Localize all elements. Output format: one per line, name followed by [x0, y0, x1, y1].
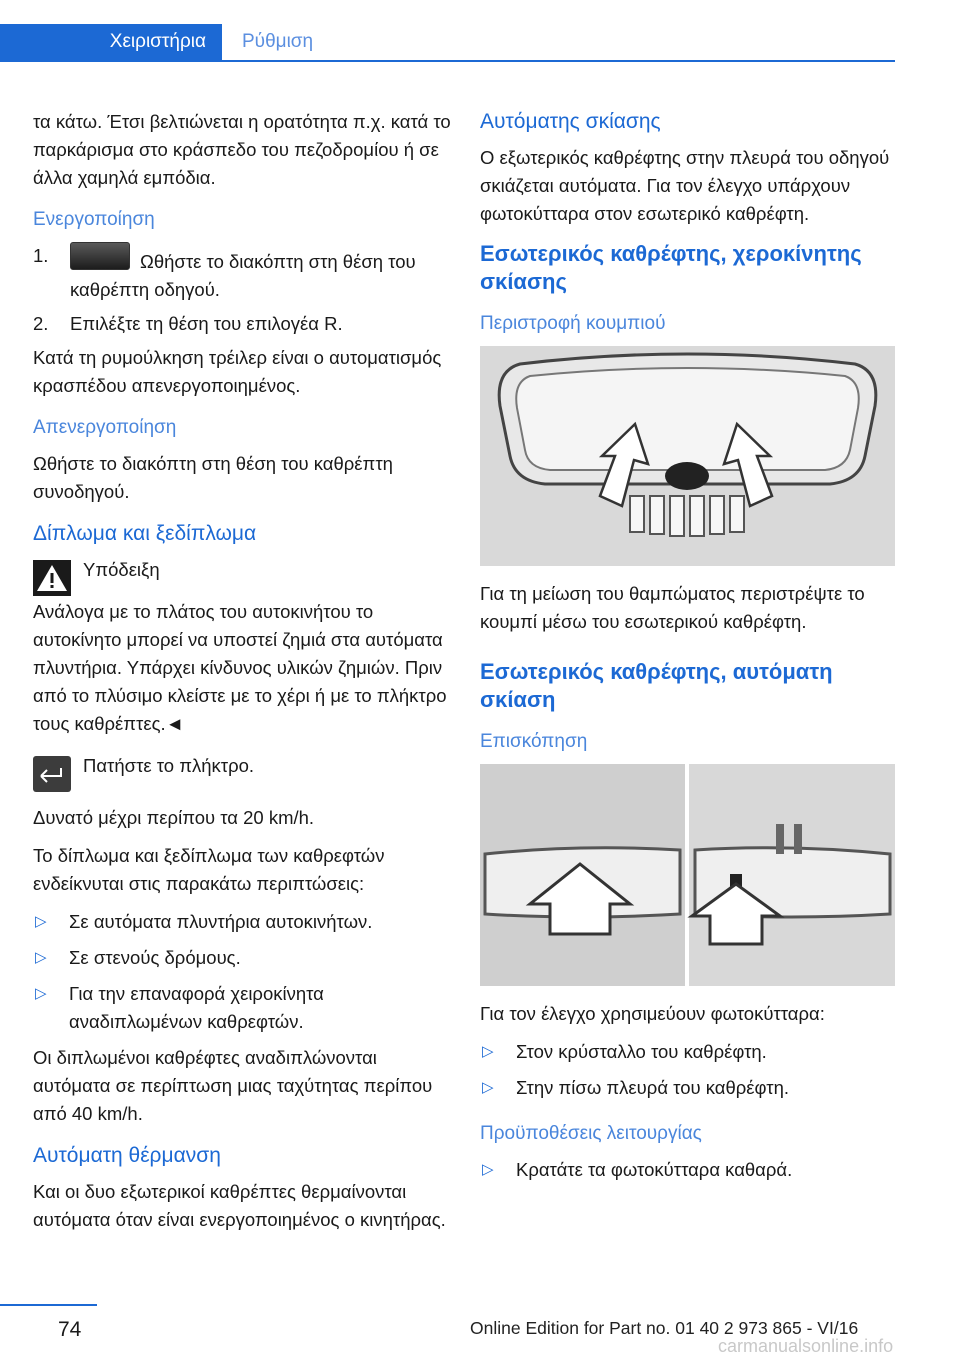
- list-item-text: Για την επαναφορά χειροκίνητα αναδιπλωμένων καθρεφτών.: [69, 983, 324, 1032]
- bullet-triangle-icon: ▷: [35, 913, 47, 930]
- knob-heading: Περιστροφή κουμπιού: [480, 313, 666, 334]
- step-number: 2.: [33, 313, 49, 334]
- press-button-text: Πατήστε το πλήκτρο.: [83, 755, 255, 776]
- heating-heading: Αυτόματη θέρμανση: [33, 1144, 221, 1167]
- list-item-text: Σε στενούς δρόμους.: [69, 947, 241, 968]
- manual-dimming-heading: Εσωτερικός καθρέφτης, χεροκίνητης σκίασης: [480, 241, 862, 294]
- step-item: [33, 242, 453, 304]
- step-text: Επιλέξτε τη θέση του επιλογέα R.: [70, 313, 343, 334]
- bullet-triangle-icon: ▷: [482, 1079, 494, 1096]
- intro-paragraph: τα κάτω. Έτσι βελτιώνεται η ορατότητα π.χ. κατά το παρκάρισμα στο κράσπεδο του πεζοδρομίου ή σε άλλα χαμηλά εμπόδια.: [33, 111, 451, 188]
- footer-divider: [0, 1304, 97, 1306]
- list-item: [480, 1074, 898, 1102]
- right-column: [480, 108, 898, 1192]
- prerequisites-list: [480, 1156, 898, 1184]
- dimming-text: Ο εξωτερικός καθρέφτης στην πλευρά του οδηγού σκιάζεται αυτόματα. Για τον έλεγχο υπάρχουν φωτοκύτταρα στον εσωτερικό καθρέφτη.: [480, 147, 890, 224]
- deactivation-text: Ωθήστε το διακόπτη στη θέση του καθρέπτη συνοδηγού.: [33, 453, 393, 502]
- cases-list: [33, 908, 453, 1036]
- list-item: [480, 1156, 898, 1184]
- deactivation-heading: Απενεργοποίηση: [33, 417, 177, 438]
- activation-steps: [33, 242, 453, 338]
- button-note: [33, 752, 453, 796]
- mirror-switch-icon: [70, 242, 130, 270]
- folding-heading: Δίπλωμα και ξεδίπλωμα: [33, 522, 257, 545]
- auto-unfold-text: Οι διπλωμένοι καθρέφτες αναδιπλώνονται αυτόματα σε περίπτωση μιας ταχύτητας περίπου από 40 km/h.: [33, 1047, 433, 1124]
- list-item-text: Στον κρύσταλλο του καθρέφτη.: [516, 1041, 767, 1062]
- step-number: 1.: [33, 245, 49, 266]
- left-column: [33, 108, 453, 1244]
- list-item-text: Σε αυτόματα πλυντήρια αυτοκινήτων.: [69, 911, 373, 932]
- bullet-triangle-icon: ▷: [35, 949, 47, 966]
- warning-text: Ανάλογα με το πλάτος του αυτοκινήτου το αυτοκίνητο μπορεί να υποστεί ζημιά στα αυτόματα πλυντήρια. Υπάρχει κίνδυνος υλικών ζημιών. Πριν από το πλύσιμο κλείστε με το χέρι ή με το πλήκτρο τους καθρέπτες.◄: [33, 601, 447, 734]
- tab-controls[interactable]: Χειριστήρια: [0, 24, 222, 60]
- knob-text: Για τη μείωση του θαμπώματος περιστρέψτε το κουμπί μέσω του εσωτερικού καθρέφτη.: [480, 583, 865, 632]
- list-item-text: Στην πίσω πλευρά του καθρέφτη.: [516, 1077, 789, 1098]
- knob-mirror-figure: [480, 346, 895, 566]
- cases-intro: Το δίπλωμα και ξεδίπλωμα των καθρεφτών ενδείκνυται στις παρακάτω περιπτώσεις:: [33, 845, 385, 894]
- step-item: [33, 310, 453, 338]
- sensors-list: [480, 1038, 898, 1102]
- warning-note: [33, 556, 453, 600]
- speed-limit: Δυνατό μέχρι περίπου τα 20 km/h.: [33, 807, 315, 828]
- warning-icon: [33, 560, 71, 596]
- prerequisites-heading: Προϋποθέσεις λειτουργίας: [480, 1123, 702, 1144]
- list-item-text: Κρατάτε τα φωτοκύτταρα καθαρά.: [516, 1159, 793, 1180]
- bullet-triangle-icon: ▷: [482, 1043, 494, 1060]
- list-item: [33, 944, 453, 972]
- header-divider: [0, 60, 895, 62]
- page-number: 74: [58, 1318, 82, 1341]
- list-item: [480, 1038, 898, 1066]
- heating-text: Και οι δυο εξωτερικοί καθρέπτες θερμαίνονται αυτόματα όταν είναι ενεργοποιημένος ο κινητήρας.: [33, 1181, 446, 1230]
- warning-title: Υπόδειξη: [83, 559, 160, 580]
- mirror-fold-button-icon: [33, 756, 71, 792]
- bullet-triangle-icon: ▷: [35, 985, 47, 1002]
- towing-note: Κατά τη ρυμούλκηση τρέιλερ είναι ο αυτοματισμός κρασπέδου απενεργοποιημένος.: [33, 347, 442, 396]
- header-tabbar: [0, 24, 895, 62]
- dimming-heading: Αυτόματης σκίασης: [480, 110, 661, 133]
- edition-label: Online Edition for Part no. 01 40 2 973 865 - VI/16: [470, 1318, 859, 1338]
- step-text: Ωθήστε το διακόπτη στη θέση του καθρέπτη οδηγού.: [70, 251, 416, 300]
- photocell-figure: [480, 764, 895, 986]
- list-item: [33, 908, 453, 936]
- bullet-triangle-icon: ▷: [482, 1161, 494, 1178]
- tab-settings[interactable]: Ρύθμιση: [242, 31, 314, 52]
- sensors-intro: Για τον έλεγχο χρησιμεύουν φωτοκύτταρα:: [480, 1003, 825, 1024]
- list-item: [33, 980, 453, 1036]
- overview-heading: Επισκόπηση: [480, 731, 588, 752]
- activation-heading: Ενεργοποίηση: [33, 209, 155, 230]
- watermark: carmanualsonline.info: [718, 1336, 894, 1356]
- auto-dimming-heading: Εσωτερικός καθρέφτης, αυτόματη σκίαση: [480, 659, 833, 712]
